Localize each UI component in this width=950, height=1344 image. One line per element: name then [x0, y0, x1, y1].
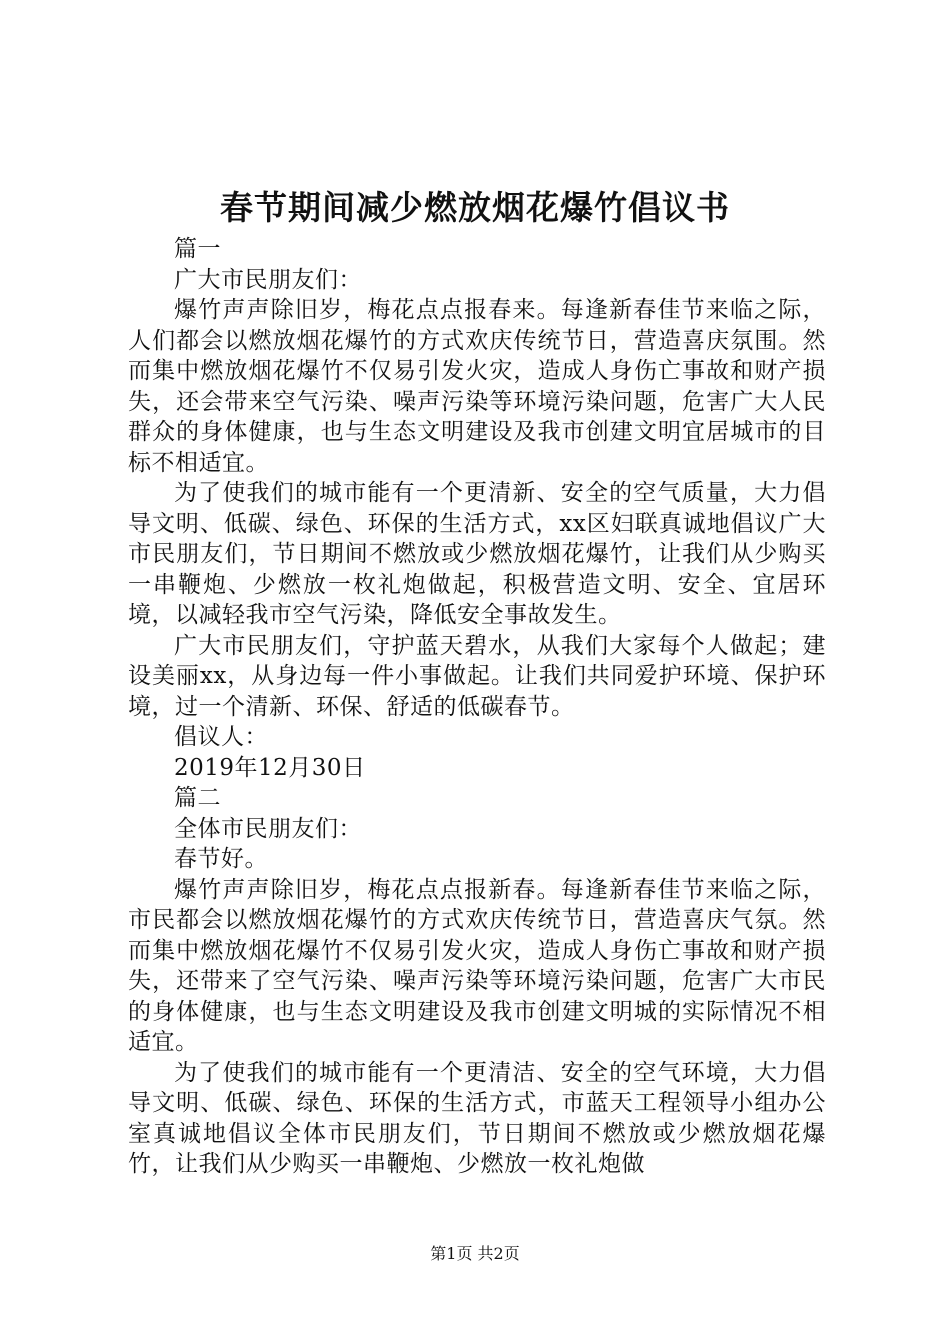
salutation: 广大市民朋友们：	[174, 266, 362, 293]
section-heading: 篇一	[174, 236, 221, 262]
signature-label: 倡议人：	[174, 724, 268, 750]
paragraph: 爆竹声声除旧岁，梅花点点报春来。每逢新春佳节来临之际，人们都会以燃放烟花爆竹的方式欢庆传统节日，营造喜庆氛围。然而集中燃放烟花爆竹不仅易引发火灾，造成人身伤亡事故和财产损失，还会带来空气污染、噪声污染等环境污染问题，危害广大人民群众的身体健康，也与生态文明建设及我市创建文明宜居城市的目标不相适宜。	[128, 297, 826, 476]
salutation: 全体市民朋友们：	[174, 815, 362, 842]
signature-date: 2019年12月30日	[174, 754, 366, 781]
document-body	[128, 234, 826, 1180]
greeting: 春节好。	[174, 846, 268, 872]
paragraph: 为了使我们的城市能有一个更清新、安全的空气质量，大力倡导文明、低碳、绿色、环保的生活方式，xx区妇联真诚地倡议广大市民朋友们，节日期间不燃放或少燃放烟花爆竹，让我们从少购买一串鞭炮、少燃放一枚礼炮做起，积极营造文明、安全、宜居环境，以减轻我市空气污染，降低安全事故发生。	[128, 480, 826, 628]
paragraph: 为了使我们的城市能有一个更清洁、安全的空气环境，大力倡导文明、低碳、绿色、环保的生活方式，市蓝天工程领导小组办公室真诚地倡议全体市民朋友们，节日期间不燃放或少燃放烟花爆竹，让我们从少购买一串鞭炮、少燃放一枚礼炮做	[128, 1059, 826, 1177]
paragraph: 广大市民朋友们，守护蓝天碧水，从我们大家每个人做起；建设美丽xx，从身边每一件小事做起。让我们共同爱护环境、保护环境，过一个清新、环保、舒适的低碳春节。	[128, 632, 826, 720]
section-heading: 篇二	[174, 785, 221, 811]
document-title: 春节期间减少燃放烟花爆竹倡议书	[220, 188, 730, 227]
paragraph: 爆竹声声除旧岁，梅花点点报新春。每逢新春佳节来临之际，市民都会以燃放烟花爆竹的方式欢庆传统节日，营造喜庆气氛。然而集中燃放烟花爆竹不仅易引发火灾，造成人身伤亡事故和财产损失，还带来了空气污染、噪声污染等环境污染问题，危害广大市民的身体健康，也与生态文明建设及我市创建文明城的实际情况不相适宜。	[128, 876, 826, 1055]
page-footer: 第1页 共2页	[430, 1244, 520, 1263]
